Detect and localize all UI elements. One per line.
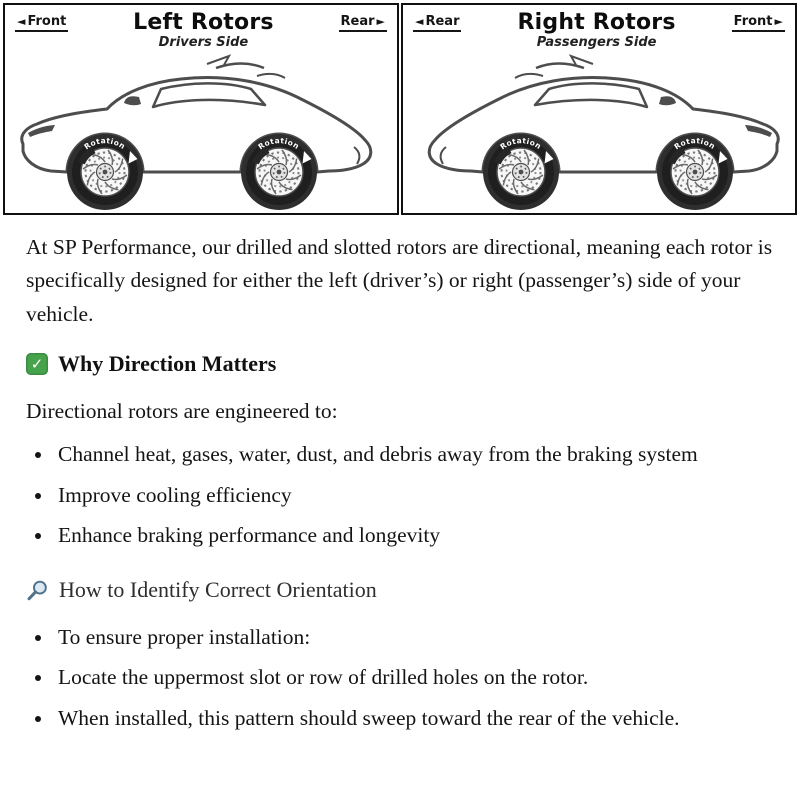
left-panel-header xyxy=(5,5,397,50)
front-direction-label xyxy=(732,14,785,32)
left-panel-titles xyxy=(133,10,274,50)
arrow-right-icon: ► xyxy=(774,15,783,28)
benefit-item: • Improve cooling efficiency xyxy=(54,479,774,511)
article xyxy=(0,215,800,734)
panel-title: Left Rotors xyxy=(133,10,274,35)
orientation-list xyxy=(26,621,774,734)
front-label-text: Front xyxy=(733,14,773,29)
orientation-item: • When installed, this pattern should sweep toward the rear of the vehicle. xyxy=(54,702,774,734)
arrow-right-icon: ► xyxy=(376,15,385,28)
right-rotors-panel xyxy=(401,3,797,215)
front-label-text: Front xyxy=(27,14,67,29)
section-heading-why-direction-matters xyxy=(26,351,774,377)
magnifier-icon xyxy=(26,579,49,602)
left-rotors-panel xyxy=(3,3,399,215)
benefits-list xyxy=(26,438,774,551)
front-direction-label xyxy=(15,14,68,32)
section-heading-text: Why Direction Matters xyxy=(58,350,277,376)
section-heading-text: How to Identify Correct Orientation xyxy=(59,577,377,602)
right-panel-header xyxy=(403,5,795,50)
intro-paragraph: At SP Performance, our drilled and slotted rotors are directional, meaning each rotor is specifically designed for either the left (driver’s) or right (passenger’s) side of your vehicle. xyxy=(26,235,773,326)
check-glyph: ✓ xyxy=(30,354,44,373)
benefit-item: • Enhance braking performance and longevity xyxy=(54,519,774,551)
orientation-item: • To ensure proper installation: xyxy=(54,621,774,653)
panel-title: Right Rotors xyxy=(517,10,676,35)
section-heading-orientation xyxy=(26,577,774,603)
right-car-illustration xyxy=(403,52,795,210)
panel-subtitle: Passengers Side xyxy=(536,35,657,50)
rear-label-text: Rear xyxy=(340,14,375,29)
check-icon xyxy=(26,353,48,375)
lead-paragraph: Directional rotors are engineered to: xyxy=(26,398,338,423)
right-panel-titles xyxy=(518,10,676,50)
left-car-illustration xyxy=(5,52,397,210)
rear-label-text: Rear xyxy=(425,14,460,29)
rear-direction-label xyxy=(339,14,387,32)
panel-subtitle: Drivers Side xyxy=(158,35,249,50)
arrow-left-icon: ◄ xyxy=(415,15,424,28)
orientation-item: • Locate the uppermost slot or row of drilled holes on the rotor. xyxy=(54,661,774,693)
benefit-item: • Channel heat, gases, water, dust, and debris away from the braking system xyxy=(54,438,774,470)
rotor-direction-diagram xyxy=(0,0,800,215)
arrow-left-icon: ◄ xyxy=(17,15,26,28)
rear-direction-label xyxy=(413,14,461,32)
